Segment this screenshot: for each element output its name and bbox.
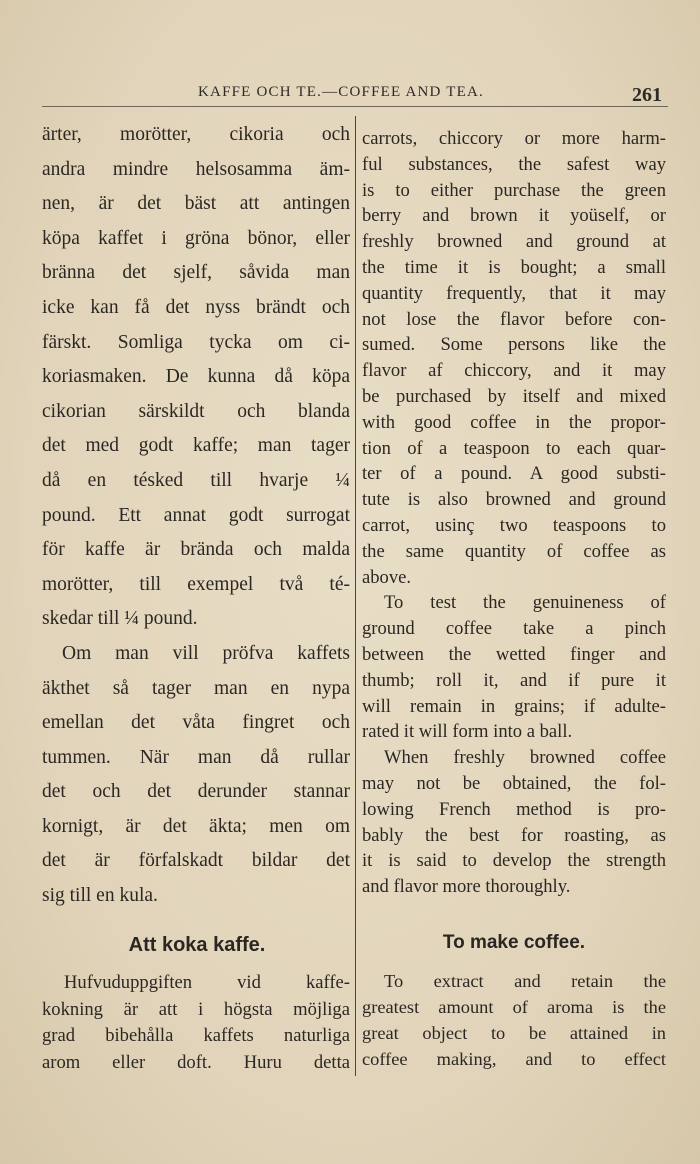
header-rule [42,106,668,107]
text-line: koriasmaken. De kunna då köpa [42,366,350,388]
text-line: kokning är att i högsta möjliga [42,998,350,1020]
text-line: the time it is bought; a small [362,256,666,278]
section-heading-english: To make coffee. [442,932,586,953]
text-line: ful substances, the safest way [362,153,666,175]
text-line: tute is also browned and ground [362,489,666,511]
text-line: icke kan få det nyss brändt och [42,296,350,318]
text-line: it is said to develop the strength [362,850,666,872]
text-line: lowing French method is pro- [362,798,666,820]
text-line: not lose the flavor before con- [362,308,666,330]
text-line: with good coffee in the propor- [362,411,666,433]
text-line: bably the best for roasting, as [362,824,666,846]
text-line: bränna det sjelf, såvida man [42,262,350,284]
text-line: When freshly browned coffee [384,747,666,769]
swedish-column [42,118,350,914]
english-paragraph-3 [362,745,666,900]
text-line: quantity frequently, that it may [362,282,666,304]
text-line: ground coffee take a pinch [362,618,666,640]
text-line: ter of a pound. A good substi- [362,463,666,485]
swedish-paragraph-1 [42,118,350,637]
text-line: may not be obtained, the fol- [362,772,666,794]
page-number: 261 [632,84,662,106]
text-line: arom eller doft. Huru detta [42,1051,350,1073]
text-line: det är förfalskadt bildar det [42,850,350,872]
text-line: is to either purchase the green [362,179,666,201]
text-line: köpa kaffet i gröna bönor, eller [42,227,350,249]
text-line: färskt. Somliga tycka om ci- [42,331,350,353]
text-line: äkthet så tager man en nypa [42,677,350,699]
text-line: and flavor more thoroughly. [362,876,571,898]
text-line: sig till en kula. [42,885,158,907]
text-line: Om man vill pröfva kaffets [62,642,350,664]
text-line: above. [362,566,412,588]
text-line: rated it will form into a ball. [362,721,573,743]
text-line: andra mindre helsosamma äm- [42,158,350,180]
text-line: cikorian särskildt och blanda [42,400,350,422]
english-column [362,126,666,900]
text-line: kornigt, är det äkta; men om [42,815,350,837]
english-paragraph-1 [362,126,666,590]
text-line: flavor af chiccory, and it may [362,360,666,382]
running-title: KAFFE OCH TE.—COFFEE AND TEA. [198,84,484,100]
text-line: emellan det våta fingret och [42,712,350,734]
text-line: tion of a teaspoon to each quar- [362,437,666,459]
text-line: då en tésked till hvarje ¼ [42,469,350,491]
section-heading-swedish: Att koka kaffe. [128,934,266,956]
text-line: det och det derunder stannar [42,781,350,803]
text-line: det med godt kaffe; man tager [42,435,350,457]
text-line: will remain in grains; if adulte- [362,695,666,717]
text-line: greatest amount of aroma is the [362,997,666,1017]
text-line: grad bibehålla kaffets naturliga [42,1025,350,1046]
text-line: tummen. När man då rullar [42,746,350,768]
text-line: the same quantity of coffee as [362,540,666,562]
text-line: skedar till ¼ pound. [42,608,198,630]
text-line: carrot, usinç two teaspoons to [362,514,666,536]
text-line: freshly browned and ground at [362,231,666,253]
english-lower-paragraph [362,968,666,1072]
text-line: ärter, morötter, cikoria och [42,124,350,145]
text-line: morötter, till exempel två té- [42,573,350,595]
swedish-lower-paragraph [42,970,350,1076]
text-line: To test the genuineness of [384,592,666,614]
text-line: nen, är det bäst att antingen [42,193,350,215]
text-line: be purchased by itself and mixed [362,385,666,407]
text-line: To extract and retain the [384,971,666,991]
text-line: thumb; roll it, and if pure it [362,669,666,691]
text-line: för kaffe är brända och malda [42,539,350,561]
text-line: Hufvuduppgiften vid kaffe- [64,972,350,993]
column-divider [355,116,356,1076]
text-line: berry and brown it yoüself, or [362,205,666,227]
text-line: between the wetted finger and [362,643,666,665]
english-paragraph-2 [362,590,666,745]
text-line: carrots, chiccory or more harm- [362,128,666,149]
swedish-paragraph-2 [42,637,350,914]
text-line: great object to be attained in [362,1023,666,1043]
text-line: sumed. Some persons like the [362,334,666,356]
text-line: pound. Ett annat godt surrogat [42,504,350,526]
text-line: coffee making, and to effect [362,1049,666,1069]
